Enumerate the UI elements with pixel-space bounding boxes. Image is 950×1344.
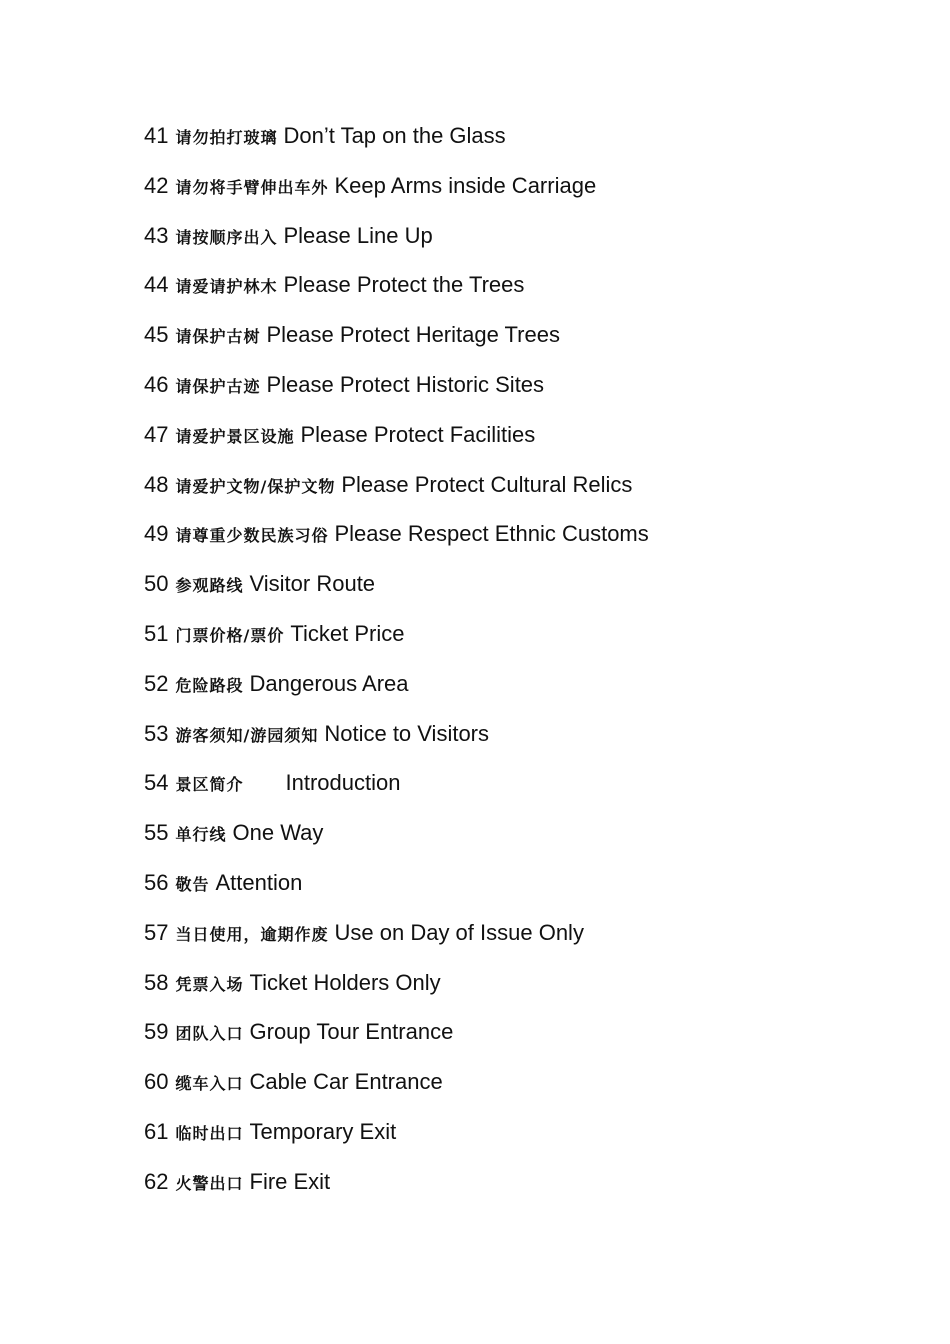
- entry-english: Please Line Up: [283, 222, 433, 248]
- list-item: [144, 667, 649, 717]
- list-item: [144, 1115, 649, 1165]
- list-item: [144, 119, 649, 169]
- list-item: [144, 866, 649, 916]
- entry-chinese: 请勿将手臂伸出车外: [175, 177, 329, 197]
- entry-number: 49: [144, 521, 169, 547]
- entry-english: Please Protect Historic Sites: [266, 371, 545, 397]
- entry-english: Temporary Exit: [249, 1118, 397, 1144]
- list-item: [144, 916, 649, 966]
- entry-number: 48: [144, 471, 169, 497]
- entry-english: Introduction: [285, 770, 401, 796]
- list-item: [144, 468, 649, 518]
- entry-number: 50: [144, 571, 169, 597]
- entry-chinese: 当日使用，逾期作废: [175, 924, 329, 944]
- entry-chinese: 缆车入口: [175, 1074, 244, 1094]
- entry-chinese: 请勿拍打玻璃: [175, 128, 278, 147]
- entry-number: 42: [144, 172, 169, 198]
- entry-number: 59: [144, 1019, 169, 1045]
- entry-number: 62: [144, 1168, 169, 1194]
- entry-english: Please Protect Facilities: [300, 421, 536, 447]
- entry-number: 52: [144, 670, 169, 696]
- list-item: [144, 966, 649, 1016]
- list-item: [144, 418, 649, 468]
- entry-chinese: 请尊重少数民族习俗: [175, 526, 329, 546]
- entry-english: Don’t Tap on the Glass: [283, 123, 506, 148]
- entry-number: 53: [144, 720, 169, 746]
- entry-chinese: 景区简介: [175, 775, 244, 795]
- list-item: [144, 1015, 649, 1065]
- entry-chinese: 临时出口: [175, 1123, 244, 1143]
- entry-english: Ticket Price: [290, 620, 405, 646]
- entry-english: Please Protect the Trees: [283, 272, 525, 298]
- list-item: [144, 368, 649, 418]
- list-item: [144, 766, 649, 816]
- entry-chinese: 门票价格/票价: [175, 625, 285, 645]
- entry-chinese: 单行线: [175, 825, 227, 845]
- entry-number: 57: [144, 919, 169, 945]
- list-item: [144, 617, 649, 667]
- entry-english: Group Tour Entrance: [249, 1019, 454, 1045]
- entry-chinese: 敬告: [175, 874, 210, 894]
- entry-chinese: 危险路段: [175, 675, 244, 695]
- entry-chinese: 凭票入场: [175, 974, 244, 994]
- entry-chinese: 请保护古树: [175, 327, 261, 347]
- list-item: [144, 517, 649, 567]
- entry-number: 44: [144, 272, 169, 298]
- list-item: [144, 268, 649, 318]
- entry-english: Please Protect Cultural Relics: [341, 471, 633, 497]
- entry-chinese: 请爱请护林木: [175, 277, 278, 297]
- entry-chinese: 团队入口: [175, 1024, 244, 1044]
- entry-english: Dangerous Area: [249, 670, 409, 696]
- list-item: [144, 1065, 649, 1115]
- entry-number: 43: [144, 222, 169, 248]
- entry-number: 47: [144, 421, 169, 447]
- entry-english: Attention: [215, 869, 303, 895]
- entry-chinese: 请按顺序出入: [175, 227, 278, 247]
- entry-number: 58: [144, 969, 169, 995]
- list-item: [144, 567, 649, 617]
- entry-number: 46: [144, 371, 169, 397]
- entry-english: Ticket Holders Only: [249, 969, 441, 995]
- entry-number: 54: [144, 770, 169, 796]
- entry-chinese: 请保护古迹: [175, 376, 261, 396]
- entry-english: Cable Car Entrance: [249, 1069, 443, 1095]
- entry-english: Notice to Visitors: [324, 720, 489, 746]
- entry-number: 41: [144, 123, 169, 148]
- entry-chinese: 火警出口: [175, 1173, 244, 1193]
- list-item: [144, 169, 649, 219]
- entry-number: 55: [144, 820, 169, 846]
- entry-english: Visitor Route: [249, 571, 376, 597]
- list-item: [144, 219, 649, 269]
- entry-chinese: 游客须知/游园须知: [175, 725, 319, 745]
- list-item: [144, 318, 649, 368]
- entry-english: Use on Day of Issue Only: [334, 919, 584, 945]
- entry-number: 45: [144, 322, 169, 348]
- entry-chinese: 请爱护景区设施: [175, 426, 295, 446]
- entry-chinese: 请爱护文物/保护文物: [175, 476, 336, 496]
- entry-number: 60: [144, 1069, 169, 1095]
- entry-english: Keep Arms inside Carriage: [334, 172, 597, 198]
- entry-english: One Way: [232, 820, 324, 846]
- entry-chinese: 参观路线: [175, 576, 244, 596]
- entry-english: Please Protect Heritage Trees: [266, 322, 560, 348]
- entry-number: 51: [144, 620, 169, 646]
- sign-phrase-list: [144, 119, 649, 1215]
- entry-number: 56: [144, 869, 169, 895]
- entry-number: 61: [144, 1118, 169, 1144]
- entry-english: Please Respect Ethnic Customs: [334, 521, 649, 547]
- list-item: [144, 816, 649, 866]
- list-item: [144, 1165, 649, 1215]
- entry-english: Fire Exit: [249, 1168, 331, 1194]
- list-item: [144, 717, 649, 767]
